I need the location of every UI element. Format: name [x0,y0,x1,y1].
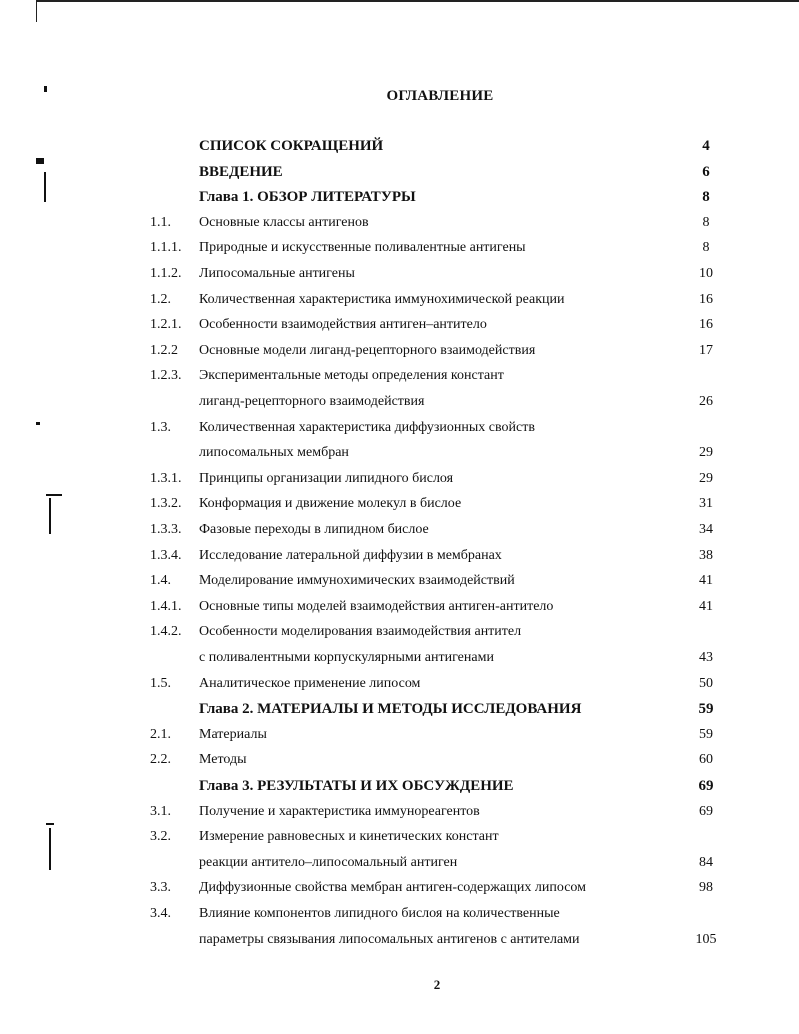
toc-entry-title: Аналитическое применение липосом [199,675,421,691]
toc-entry-title: Принципы организации липидного бислоя [199,470,454,486]
toc-section-number: 1.1. [150,214,171,230]
toc-entry-title: Методы [199,752,247,768]
toc-page-number: 60 [699,752,713,768]
toc-section-number: 3.4. [150,906,171,921]
toc-entry-title: Количественная характеристика диффузионных свойств [199,419,535,435]
toc-page-number: 26 [699,394,713,409]
toc-section-number: 2.2. [150,752,171,768]
toc-entry-title: Исследование латеральной диффузии в мембранах [199,547,502,563]
toc-entry-title: Глава 1. ОБЗОР ЛИТЕРАТУРЫ [199,189,416,206]
toc-row [0,624,799,644]
toc-row [0,804,799,824]
toc-row [0,906,799,926]
left-border-line [36,0,37,22]
toc-section-number: 3.2. [150,829,171,845]
toc-section-number: 1.5. [150,675,171,691]
toc-page-number: 16 [699,317,713,333]
toc-page-number: 38 [699,547,713,563]
toc-page-number: 10 [699,266,713,281]
toc-section-number: 1.3.3. [150,522,182,537]
toc-entry-title: Измерение равновесных и кинетических констант [199,829,499,845]
toc-page-number: 69 [698,778,714,794]
toc-row [0,445,799,465]
toc-entry-title: Диффузионные свойства мембран антиген-содержащих липосом [199,880,587,896]
toc-entry-title: Моделирование иммунохимических взаимодействий [199,573,515,589]
toc-row [0,215,799,235]
toc-entry-title: липосомальных мембран [199,445,349,461]
toc-row [0,394,799,414]
toc-row [0,496,799,516]
toc-entry-title: Количественная характеристика иммунохимической реакции [199,291,565,307]
toc-row [0,292,799,312]
toc-page-number: 17 [699,342,713,358]
toc-section-number: 1.2.2 [150,342,178,358]
toc-row [0,420,799,440]
toc-section-number: 1.1.1. [150,240,182,256]
toc-heading-row [0,189,799,209]
toc-entry-title: Особенности моделирования взаимодействия антител [199,624,522,640]
toc-row [0,368,799,388]
toc-entry-title: Природные и искусственные поливалентные антигены [199,240,526,256]
toc-page-number: 105 [695,931,717,947]
toc-page-number: 34 [699,522,713,537]
toc-page-number: 29 [699,445,713,461]
toc-row [0,599,799,619]
toc-entry-title: Основные типы моделей взаимодействия антиген-антитело [199,598,554,614]
toc-section-number: 1.4. [150,573,171,589]
toc-row [0,932,799,952]
toc-page-number: 84 [699,854,713,870]
toc-page-number: 59 [698,701,714,718]
toc-entry-title: Основные классы антигенов [199,214,369,230]
toc-page-number: 4 [702,138,710,154]
top-border-line [36,0,799,2]
toc-row [0,676,799,696]
toc-entry-title: Экспериментальные методы определения констант [199,368,504,384]
toc-section-number: 1.1.2. [150,266,182,281]
toc-entry-title: Конформация и движение молекул в бислое [199,496,462,512]
toc-row [0,471,799,491]
toc-heading-row [0,164,799,184]
toc-row [0,343,799,363]
toc-section-number: 1.2. [150,291,171,307]
toc-entry-title: Получение и характеристика иммунореагентов [199,803,480,819]
toc-entry-title: ВВЕДЕНИЕ [199,163,283,180]
toc-row [0,880,799,900]
toc-heading-row [0,701,799,721]
toc-section-number: 1.3.2. [150,496,182,512]
toc-row [0,522,799,542]
toc-section-number: 2.1. [150,726,171,742]
toc-entry-title: Фазовые переходы в липидном бислое [199,522,429,537]
toc-section-number: 1.3.4. [150,547,182,563]
toc-page-number: 8 [702,240,710,256]
toc-row [0,548,799,568]
toc-page-number: 98 [699,880,713,896]
toc-page-number: 8 [702,214,710,230]
toc-page-number: 50 [699,675,713,691]
toc-heading-row [0,778,799,798]
toc-section-number: 1.2.1. [150,317,182,333]
toc-section-number: 3.3. [150,880,171,896]
toc-entry-title: Материалы [199,726,267,742]
toc-entry-title: Особенности взаимодействия антиген–антитело [199,317,487,333]
toc-row [0,650,799,670]
toc-page-number: 59 [699,726,713,742]
toc-section-number: 1.2.3. [150,368,182,384]
toc-row [0,855,799,875]
page-title: ОГЛАВЛЕНИЕ [386,88,494,104]
toc-entry-title: параметры связывания липосомальных антигенов с антителами [199,931,580,947]
toc-page-number: 69 [699,803,713,819]
toc-page-number: 16 [699,291,713,307]
toc-section-number: 1.3.1. [150,470,182,486]
toc-entry-title: Влияние компонентов липидного бислоя на количественные [199,906,560,921]
toc-entry-title: СПИСОК СОКРАЩЕНИЙ [199,138,384,154]
toc-row [0,266,799,286]
toc-page-number: 43 [699,650,713,665]
toc-row [0,240,799,260]
toc-page-number: 8 [702,189,710,206]
toc-page-number: 41 [699,598,713,614]
toc-row [0,727,799,747]
toc-entry-title: лиганд-рецепторного взаимодействия [199,394,425,409]
page-number: 2 [433,977,441,992]
toc-section-number: 3.1. [150,803,171,819]
toc-section-number: 1.4.1. [150,598,182,614]
toc-entry-title: Глава 2. МАТЕРИАЛЫ И МЕТОДЫ ИССЛЕДОВАНИЯ [199,701,582,718]
toc-row [0,752,799,772]
toc-page-number: 41 [699,573,713,589]
toc-row [0,317,799,337]
toc-page-number: 29 [699,470,713,486]
toc-page-number: 6 [702,163,710,180]
toc-entry-title: реакции антитело–липосомальный антиген [199,854,458,870]
toc-entry-title: Основные модели лиганд-рецепторного взаимодействия [199,342,536,358]
toc-section-number: 1.4.2. [150,624,182,640]
toc-entry-title: Глава 3. РЕЗУЛЬТАТЫ И ИХ ОБСУЖДЕНИЕ [199,778,514,794]
toc-section-number: 1.3. [150,419,171,435]
toc-entry-title: Липосомальные антигены [199,266,355,281]
toc-heading-row [0,138,799,158]
toc-row [0,829,799,849]
toc-row [0,573,799,593]
toc-entry-title: с поливалентными корпускулярными антигенами [199,650,494,665]
toc-page-number: 31 [699,496,713,512]
